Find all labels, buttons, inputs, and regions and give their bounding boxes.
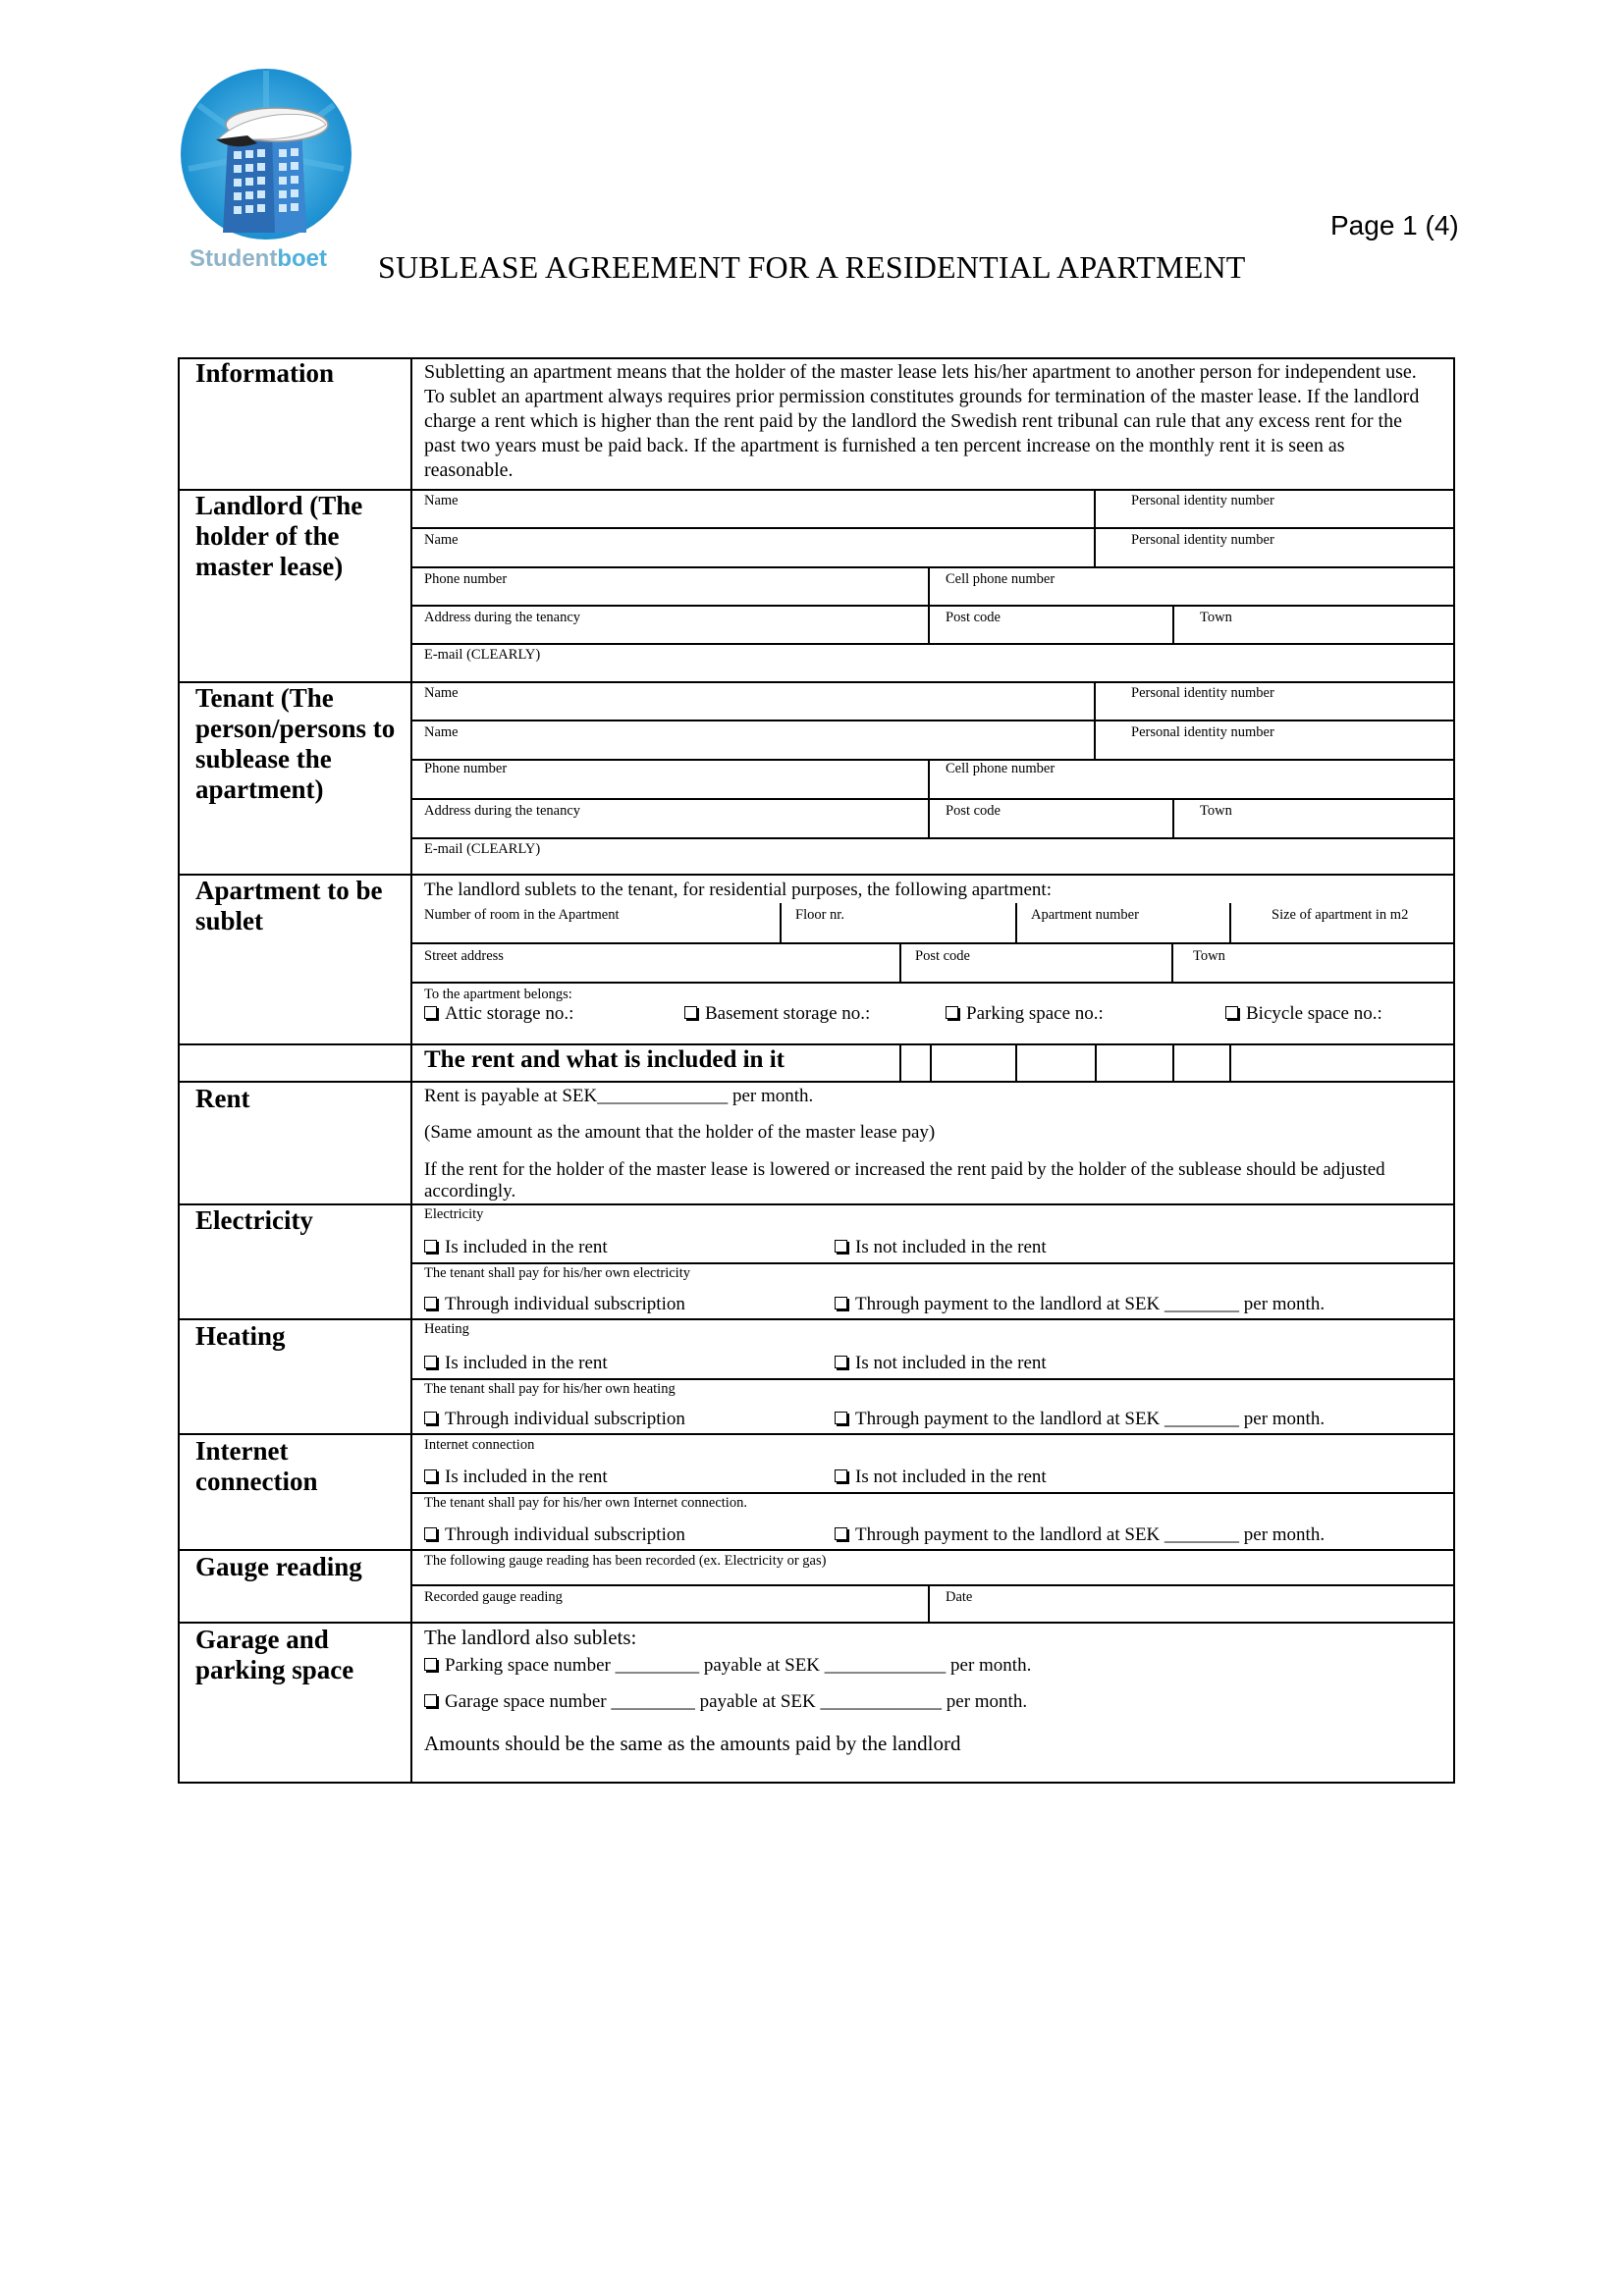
- internet-included-checkbox[interactable]: Is included in the rent: [424, 1467, 608, 1488]
- basement-storage-checkbox[interactable]: Basement storage no.:: [684, 1003, 870, 1025]
- electricity-caption: Electricity: [424, 1206, 484, 1222]
- tenant-pin-1[interactable]: Personal identity number: [1131, 685, 1274, 701]
- rent-same-amount: (Same amount as the amount that the holder of the master lease pay): [424, 1122, 936, 1143]
- apartment-floor[interactable]: Floor nr.: [795, 907, 844, 923]
- heating-not-included-checkbox[interactable]: Is not included in the rent: [835, 1353, 1047, 1374]
- landlord-town[interactable]: Town: [1200, 610, 1232, 625]
- information-text: Subletting an apartment means that the holder of the master lease lets his/her apartment to another person for independent use. To sublet an apartment always requires prior permission constitutes grounds for termination of the master lease. If the landlord charge a rent which is higher than the rent paid by the landlord the Swedish rent tribunal can rule that any excess rent for the past two years must be paid back. If the apartment is furnished a ten percent increase on the monthly rent it is seen as reasonable.: [424, 361, 1420, 481]
- apartment-rooms[interactable]: Number of room in the Apartment: [424, 907, 620, 923]
- electricity-included-checkbox[interactable]: Is included in the rent: [424, 1237, 608, 1258]
- checkbox-icon: [946, 1006, 958, 1019]
- rent-adjust-note: If the rent for the holder of the master lease is lowered or increased the rent paid by the holder of the sublease should be adjusted accordingly.: [424, 1159, 1385, 1201]
- checkbox-icon: [835, 1469, 847, 1482]
- apartment-number[interactable]: Apartment number: [1031, 907, 1139, 923]
- label-heating: Heating: [195, 1321, 286, 1351]
- garage-amount-note: Amounts should be the same as the amounts paid by the landlord: [424, 1732, 961, 1755]
- apartment-size[interactable]: Size of apartment in m2: [1272, 907, 1409, 923]
- page-number: Page 1 (4): [1330, 210, 1459, 240]
- landlord-post-code[interactable]: Post code: [946, 610, 1001, 625]
- label-garage: Garage and parking space: [195, 1625, 354, 1684]
- label-internet: Internet connection: [195, 1436, 318, 1496]
- building-cap-icon: [179, 61, 353, 247]
- checkbox-icon: [424, 1297, 437, 1309]
- tenant-email[interactable]: E-mail (CLEARLY): [424, 841, 541, 857]
- landlord-pin-2[interactable]: Personal identity number: [1131, 532, 1274, 548]
- checkbox-icon: [424, 1006, 437, 1019]
- label-landlord: Landlord (The holder of the master lease): [195, 491, 363, 581]
- landlord-address[interactable]: Address during the tenancy: [424, 610, 581, 625]
- electricity-not-included-checkbox[interactable]: Is not included in the rent: [835, 1237, 1047, 1258]
- gauge-date-field[interactable]: Date: [946, 1589, 973, 1605]
- checkbox-icon: [424, 1412, 437, 1424]
- parking-space-checkbox[interactable]: Parking space no.:: [946, 1003, 1104, 1025]
- tenant-pin-2[interactable]: Personal identity number: [1131, 724, 1274, 740]
- label-rent: Rent: [195, 1084, 250, 1113]
- landlord-pin-1[interactable]: Personal identity number: [1131, 493, 1274, 508]
- internet-individual-checkbox[interactable]: Through individual subscription: [424, 1524, 685, 1546]
- internet-landlord-checkbox[interactable]: Through payment to the landlord at SEK ________ per month.: [835, 1524, 1325, 1546]
- attic-storage-checkbox[interactable]: Attic storage no.:: [424, 1003, 573, 1025]
- bicycle-space-checkbox[interactable]: Bicycle space no.:: [1225, 1003, 1382, 1025]
- tenant-post-code[interactable]: Post code: [946, 803, 1001, 819]
- electricity-pay-caption: The tenant shall pay for his/her own electricity: [424, 1265, 690, 1281]
- rent-amount-line[interactable]: Rent is payable at SEK______________ per month.: [424, 1086, 814, 1106]
- label-gauge: Gauge reading: [195, 1552, 362, 1581]
- checkbox-icon: [835, 1527, 847, 1540]
- landlord-name-2[interactable]: Name: [424, 532, 459, 548]
- checkbox-icon: [835, 1297, 847, 1309]
- checkbox-icon: [424, 1356, 437, 1368]
- tenant-phone[interactable]: Phone number: [424, 761, 508, 776]
- landlord-phone[interactable]: Phone number: [424, 571, 508, 587]
- studentboet-logo: [179, 61, 353, 277]
- tenant-town[interactable]: Town: [1200, 803, 1232, 819]
- tenant-name-2[interactable]: Name: [424, 724, 459, 740]
- landlord-name-1[interactable]: Name: [424, 493, 459, 508]
- garage-space-checkbox[interactable]: Garage space number _________ payable at SEK _____________ per month.: [424, 1691, 1027, 1713]
- internet-pay-caption: The tenant shall pay for his/her own Internet connection.: [424, 1495, 747, 1511]
- tenant-address[interactable]: Address during the tenancy: [424, 803, 581, 819]
- apartment-street[interactable]: Street address: [424, 948, 504, 964]
- heating-landlord-checkbox[interactable]: Through payment to the landlord at SEK ________ per month.: [835, 1409, 1325, 1430]
- label-tenant: Tenant (The person/persons to sublease the apartment): [195, 683, 396, 804]
- checkbox-icon: [424, 1658, 437, 1671]
- garage-intro: The landlord also sublets:: [424, 1626, 637, 1649]
- checkbox-icon: [1225, 1006, 1238, 1019]
- tenant-cell[interactable]: Cell phone number: [946, 761, 1056, 776]
- heating-included-checkbox[interactable]: Is included in the rent: [424, 1353, 608, 1374]
- label-apartment: Apartment to be sublet: [195, 876, 383, 935]
- checkbox-icon: [835, 1240, 847, 1253]
- checkbox-icon: [424, 1527, 437, 1540]
- garage-parking-checkbox[interactable]: Parking space number _________ payable at SEK _____________ per month.: [424, 1655, 1031, 1677]
- electricity-individual-checkbox[interactable]: Through individual subscription: [424, 1294, 685, 1315]
- label-information: Information: [195, 358, 334, 388]
- landlord-email[interactable]: E-mail (CLEARLY): [424, 647, 541, 663]
- checkbox-icon: [835, 1412, 847, 1424]
- checkbox-icon: [835, 1356, 847, 1368]
- heating-individual-checkbox[interactable]: Through individual subscription: [424, 1409, 685, 1430]
- rent-section-heading: The rent and what is included in it: [424, 1046, 785, 1073]
- logo-wordmark: Studentboet: [189, 245, 327, 272]
- checkbox-icon: [424, 1240, 437, 1253]
- electricity-landlord-checkbox[interactable]: Through payment to the landlord at SEK ________ per month.: [835, 1294, 1325, 1315]
- checkbox-icon: [684, 1006, 697, 1019]
- apartment-town[interactable]: Town: [1193, 948, 1225, 964]
- gauge-recorded-field[interactable]: Recorded gauge reading: [424, 1589, 563, 1605]
- gauge-caption: The following gauge reading has been recorded (ex. Electricity or gas): [424, 1553, 827, 1569]
- heating-pay-caption: The tenant shall pay for his/her own heating: [424, 1381, 676, 1397]
- document-title: SUBLEASE AGREEMENT FOR A RESIDENTIAL APARTMENT: [378, 249, 1246, 285]
- checkbox-icon: [424, 1469, 437, 1482]
- landlord-cell[interactable]: Cell phone number: [946, 571, 1056, 587]
- label-electricity: Electricity: [195, 1205, 313, 1235]
- checkbox-icon: [424, 1694, 437, 1707]
- apartment-post-code[interactable]: Post code: [915, 948, 970, 964]
- internet-caption: Internet connection: [424, 1437, 535, 1453]
- internet-not-included-checkbox[interactable]: Is not included in the rent: [835, 1467, 1047, 1488]
- apartment-intro: The landlord sublets to the tenant, for residential purposes, the following apartment:: [424, 880, 1052, 900]
- tenant-name-1[interactable]: Name: [424, 685, 459, 701]
- apartment-belongs: To the apartment belongs:: [424, 987, 572, 1002]
- heating-caption: Heating: [424, 1321, 469, 1337]
